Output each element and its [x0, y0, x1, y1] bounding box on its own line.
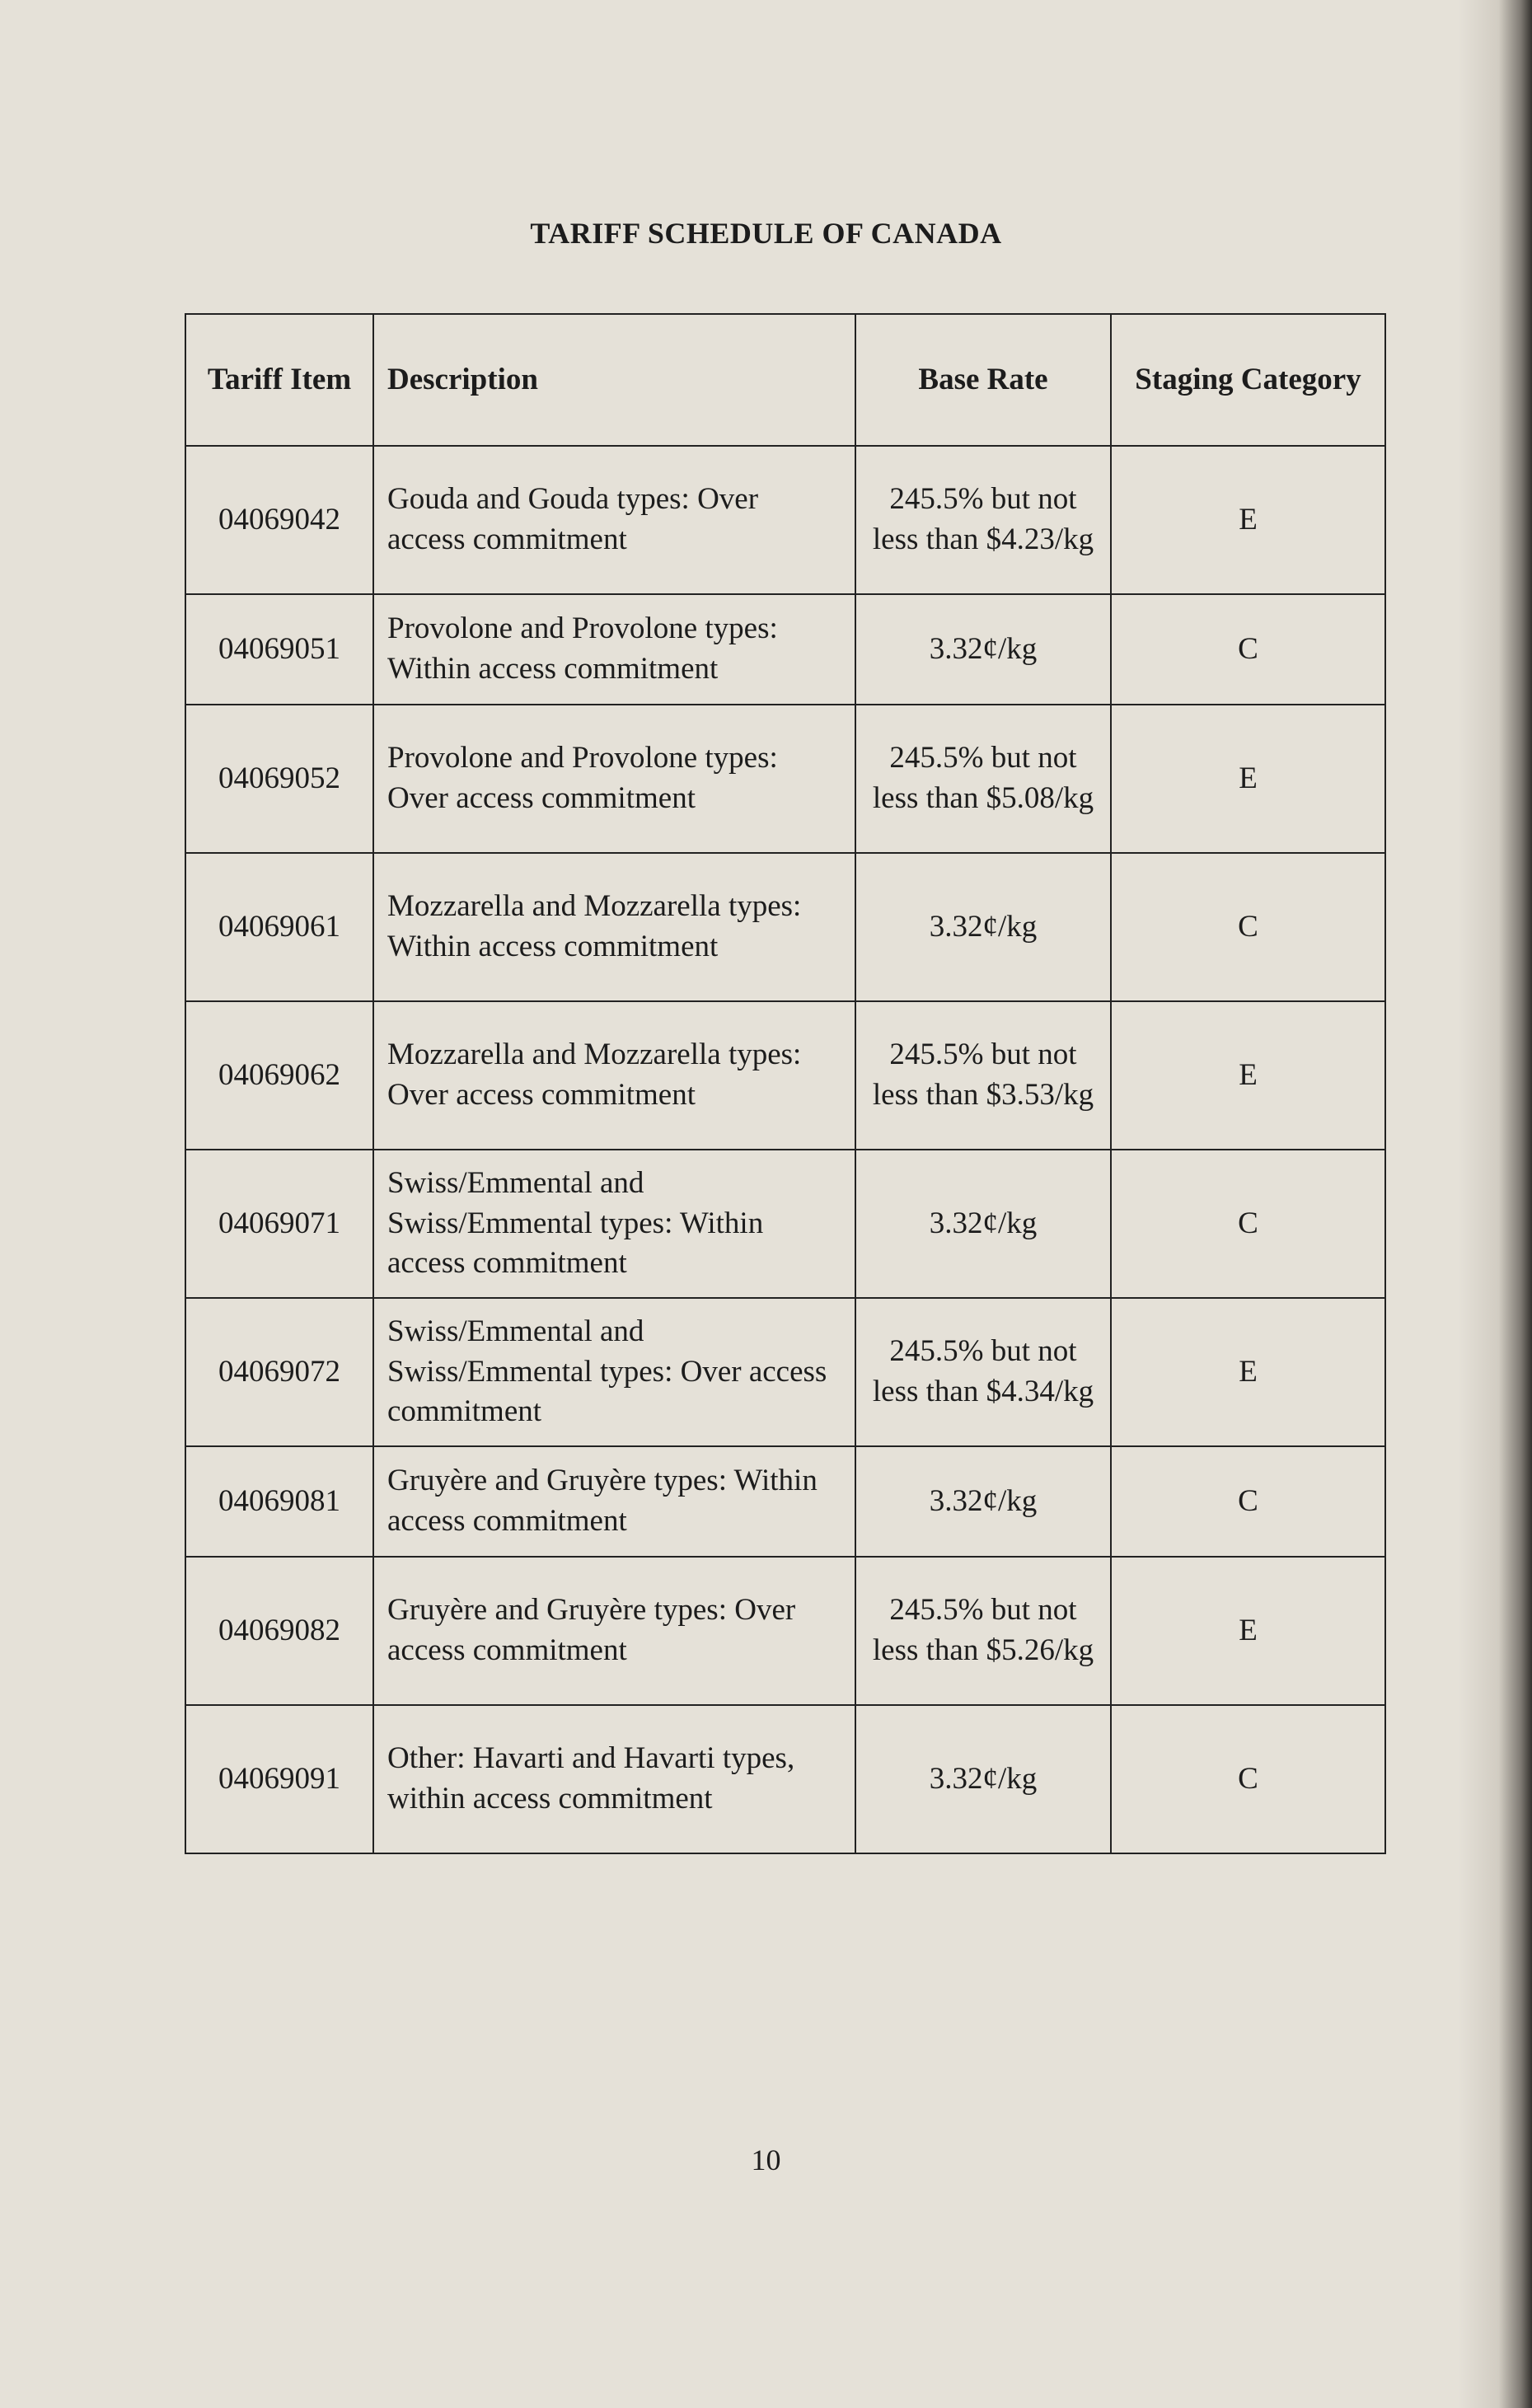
table-row	[185, 1001, 1385, 1150]
cell-staging-category: E	[1111, 1298, 1385, 1446]
page-edge-shadow	[1458, 0, 1532, 2408]
cell-base-rate: 245.5% but not less than $5.26/kg	[855, 1557, 1111, 1705]
cell-base-rate: 3.32¢/kg	[855, 1705, 1111, 1853]
cell-tariff-item: 04069071	[185, 1150, 373, 1298]
cell-base-rate: 245.5% but not less than $5.08/kg	[855, 705, 1111, 853]
page-title: TARIFF SCHEDULE OF CANADA	[530, 217, 1002, 250]
header-description: Description	[373, 314, 855, 446]
cell-tariff-item: 04069051	[185, 594, 373, 705]
header-staging-category: Staging Category	[1111, 314, 1385, 446]
table-row	[185, 853, 1385, 1001]
cell-description: Gruyère and Gruyère types: Within access commitment	[373, 1446, 855, 1557]
cell-description: Gruyère and Gruyère types: Over access commitment	[373, 1557, 855, 1705]
cell-tariff-item: 04069082	[185, 1557, 373, 1705]
cell-staging-category: E	[1111, 1001, 1385, 1150]
cell-tariff-item: 04069061	[185, 853, 373, 1001]
table-row	[185, 1298, 1385, 1446]
cell-staging-category: C	[1111, 853, 1385, 1001]
table-header-row	[185, 314, 1385, 446]
table-row	[185, 1557, 1385, 1705]
table-row	[185, 594, 1385, 705]
tariff-table	[185, 313, 1386, 1854]
cell-tariff-item: 04069081	[185, 1446, 373, 1557]
table-row	[185, 705, 1385, 853]
cell-description: Mozzarella and Mozzarella types: Over access commitment	[373, 1001, 855, 1150]
cell-base-rate: 3.32¢/kg	[855, 1150, 1111, 1298]
cell-staging-category: E	[1111, 705, 1385, 853]
cell-staging-category: C	[1111, 594, 1385, 705]
cell-tariff-item: 04069042	[185, 446, 373, 594]
table-row	[185, 1705, 1385, 1853]
cell-staging-category: C	[1111, 1150, 1385, 1298]
cell-base-rate: 3.32¢/kg	[855, 853, 1111, 1001]
cell-tariff-item: 04069072	[185, 1298, 373, 1446]
cell-description: Provolone and Provolone types: Over access commitment	[373, 705, 855, 853]
table-row	[185, 1150, 1385, 1298]
cell-base-rate: 3.32¢/kg	[855, 1446, 1111, 1557]
cell-base-rate: 245.5% but not less than $3.53/kg	[855, 1001, 1111, 1150]
cell-base-rate: 245.5% but not less than $4.34/kg	[855, 1298, 1111, 1446]
header-base-rate: Base Rate	[855, 314, 1111, 446]
header-tariff-item: Tariff Item	[185, 314, 373, 446]
table-row	[185, 446, 1385, 594]
page-number: 10	[751, 2143, 781, 2176]
cell-description: Other: Havarti and Havarti types, within access commitment	[373, 1705, 855, 1853]
cell-base-rate: 245.5% but not less than $4.23/kg	[855, 446, 1111, 594]
cell-base-rate: 3.32¢/kg	[855, 594, 1111, 705]
cell-tariff-item: 04069052	[185, 705, 373, 853]
cell-tariff-item: 04069062	[185, 1001, 373, 1150]
cell-description: Gouda and Gouda types: Over access commitment	[373, 446, 855, 594]
cell-description: Provolone and Provolone types: Within access commitment	[373, 594, 855, 705]
cell-staging-category: C	[1111, 1705, 1385, 1853]
cell-tariff-item: 04069091	[185, 1705, 373, 1853]
table-row	[185, 1446, 1385, 1557]
cell-staging-category: E	[1111, 1557, 1385, 1705]
cell-description: Swiss/Emmental and Swiss/Emmental types: Over access commitment	[373, 1298, 855, 1446]
cell-staging-category: E	[1111, 446, 1385, 594]
cell-description: Mozzarella and Mozzarella types: Within access commitment	[373, 853, 855, 1001]
cell-staging-category: C	[1111, 1446, 1385, 1557]
cell-description: Swiss/Emmental and Swiss/Emmental types: Within access commitment	[373, 1150, 855, 1298]
